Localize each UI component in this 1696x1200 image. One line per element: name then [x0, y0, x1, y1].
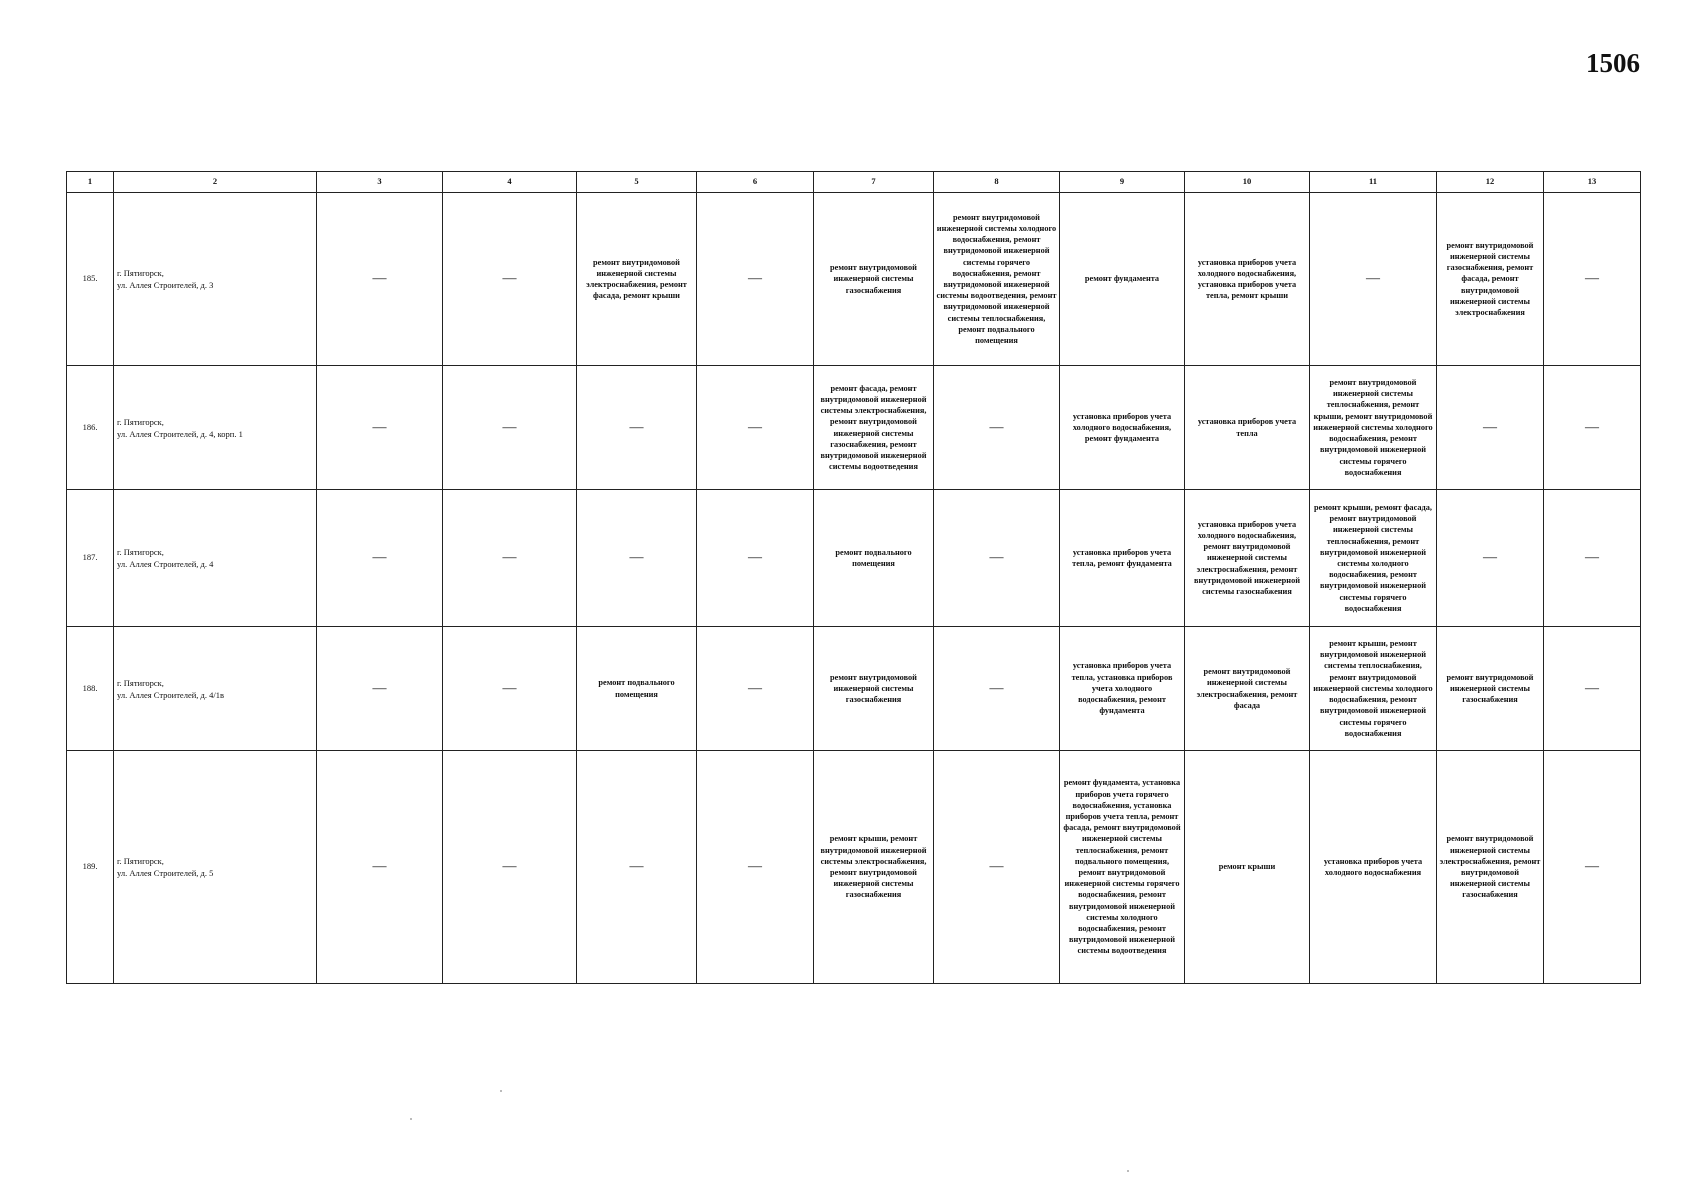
table-cell: —	[443, 193, 577, 366]
table-cell: —	[1544, 366, 1641, 490]
table-cell: —	[577, 490, 697, 627]
table-cell: установка приборов учета холодного водоснабжения	[1310, 751, 1437, 984]
scan-speck	[410, 1118, 412, 1120]
table-cell: установка приборов учета холодного водоснабжения, ремонт внутридомовой инженерной системы электроснабжения, ремонт внутридомовой инженерной системы газоснабжения	[1185, 490, 1310, 627]
table-row	[67, 627, 1641, 751]
row-number: 189.	[67, 751, 114, 984]
column-header: 13	[1544, 172, 1641, 193]
table-cell: —	[934, 366, 1060, 490]
table-cell: установка приборов учета холодного водоснабжения, установка приборов учета тепла, ремонт крыши	[1185, 193, 1310, 366]
table-cell: —	[577, 751, 697, 984]
table-cell: установка приборов учета тепла	[1185, 366, 1310, 490]
header-row	[67, 172, 1641, 193]
table-cell: ремонт крыши, ремонт фасада, ремонт внутридомовой инженерной системы теплоснабжения, ремонт внутридомовой инженерной системы холодного водоснабжения, ремонт внутридомовой инженерной системы горячего водоснабжения	[1310, 490, 1437, 627]
table-cell: —	[697, 627, 814, 751]
table-cell: —	[697, 490, 814, 627]
table-cell: —	[934, 490, 1060, 627]
address-street: ул. Аллея Строителей, д. 4, корп. 1	[117, 428, 243, 439]
table-cell: ремонт внутридомовой инженерной системы газоснабжения	[814, 627, 934, 751]
row-number: 185.	[67, 193, 114, 366]
address-city: г. Пятигорск,	[117, 416, 164, 427]
table-cell: ремонт внутридомовой инженерной системы холодного водоснабжения, ремонт внутридомовой инженерной системы горячего водоснабжения, ремонт внутридомовой инженерной системы водоотведения, ремонт внутридомовой инженерной системы теплоснабжения, ремонт подвального помещения	[934, 193, 1060, 366]
table-cell: —	[1310, 193, 1437, 366]
table-cell: —	[1544, 193, 1641, 366]
table-cell: установка приборов учета холодного водоснабжения, ремонт фундамента	[1060, 366, 1185, 490]
address-city: г. Пятигорск,	[117, 547, 164, 557]
table-cell: ремонт фундамента	[1060, 193, 1185, 366]
address-cell	[114, 193, 317, 366]
table-cell: ремонт внутридомовой инженерной системы газоснабжения	[1437, 627, 1544, 751]
address-cell	[114, 627, 317, 751]
address-city: г. Пятигорск,	[117, 268, 164, 278]
table-cell: ремонт крыши, ремонт внутридомовой инженерной системы теплоснабжения, ремонт внутридомовой инженерной системы холодного водоснабжения, ремонт внутридомовой инженерной системы горячего водоснабжения	[1310, 627, 1437, 751]
table-row	[67, 193, 1641, 366]
table-cell: —	[697, 366, 814, 490]
address-city: г. Пятигорск,	[117, 856, 164, 866]
table-cell: —	[577, 366, 697, 490]
table-cell: —	[443, 627, 577, 751]
table-cell: ремонт фундамента, установка приборов учета горячего водоснабжения, установка приборов учета тепла, ремонт фасада, ремонт внутридомовой инженерной системы теплоснабжения, ремонт подвального помещения, ремонт внутридомовой инженерной системы горячего водоснабжения, ремонт внутридомовой инженерной системы холодного водоснабжения, ремонт внутридомовой инженерной системы водоотведения	[1060, 751, 1185, 984]
table-cell: —	[697, 751, 814, 984]
table-row	[67, 490, 1641, 627]
table-cell: установка приборов учета тепла, ремонт фундамента	[1060, 490, 1185, 627]
address-cell	[114, 366, 317, 490]
table-cell: —	[317, 366, 443, 490]
table-cell: —	[1437, 490, 1544, 627]
row-number: 186.	[67, 366, 114, 490]
table-cell: ремонт крыши	[1185, 751, 1310, 984]
address-cell	[114, 490, 317, 627]
column-header: 4	[443, 172, 577, 193]
table-cell: —	[317, 490, 443, 627]
column-header: 10	[1185, 172, 1310, 193]
column-header: 6	[697, 172, 814, 193]
column-header: 3	[317, 172, 443, 193]
address-street: ул. Аллея Строителей, д. 4/1в	[117, 689, 224, 700]
column-header: 2	[114, 172, 317, 193]
column-header: 1	[67, 172, 114, 193]
row-number: 187.	[67, 490, 114, 627]
table-row	[67, 751, 1641, 984]
table-cell: ремонт подвального помещения	[814, 490, 934, 627]
address-street: ул. Аллея Строителей, д. 5	[117, 868, 214, 878]
column-header: 5	[577, 172, 697, 193]
column-header: 7	[814, 172, 934, 193]
table-row	[67, 366, 1641, 490]
table-cell: ремонт внутридомовой инженерной системы электроснабжения, ремонт фасада, ремонт крыши	[577, 193, 697, 366]
table-cell: —	[443, 366, 577, 490]
column-header: 12	[1437, 172, 1544, 193]
table-cell: ремонт фасада, ремонт внутридомовой инженерной системы электроснабжения, ремонт внутридомовой инженерной системы газоснабжения, ремонт внутридомовой инженерной системы водоотведения	[814, 366, 934, 490]
table-cell: —	[317, 627, 443, 751]
column-header: 9	[1060, 172, 1185, 193]
scan-speck	[500, 1090, 502, 1092]
table-cell: —	[1437, 366, 1544, 490]
table-cell: ремонт крыши, ремонт внутридомовой инженерной системы электроснабжения, ремонт внутридомовой инженерной системы газоснабжения	[814, 751, 934, 984]
table-cell: ремонт внутридомовой инженерной системы электроснабжения, ремонт внутридомовой инженерной системы газоснабжения	[1437, 751, 1544, 984]
table-cell: ремонт внутридомовой инженерной системы электроснабжения, ремонт фасада	[1185, 627, 1310, 751]
column-header: 11	[1310, 172, 1437, 193]
table-cell: ремонт внутридомовой инженерной системы газоснабжения, ремонт фасада, ремонт внутридомовой инженерной системы электроснабжения	[1437, 193, 1544, 366]
address-cell	[114, 751, 317, 984]
table-cell: —	[1544, 490, 1641, 627]
table-cell: —	[1544, 627, 1641, 751]
table-cell: ремонт внутридомовой инженерной системы газоснабжения	[814, 193, 934, 366]
table-cell: —	[934, 627, 1060, 751]
table-cell: установка приборов учета тепла, установка приборов учета холодного водоснабжения, ремонт фундамента	[1060, 627, 1185, 751]
table-cell: ремонт подвального помещения	[577, 627, 697, 751]
table-cell: —	[934, 751, 1060, 984]
scan-speck	[1127, 1170, 1129, 1172]
address-street: ул. Аллея Строителей, д. 4	[117, 559, 214, 569]
table-cell: —	[1544, 751, 1641, 984]
row-number: 188.	[67, 627, 114, 751]
table-cell: ремонт внутридомовой инженерной системы теплоснабжения, ремонт крыши, ремонт внутридомовой инженерной системы холодного водоснабжения, ремонт внутридомовой инженерной системы горячего водоснабжения	[1310, 366, 1437, 490]
column-header: 8	[934, 172, 1060, 193]
table-cell: —	[317, 193, 443, 366]
table-cell: —	[697, 193, 814, 366]
table-cell: —	[443, 490, 577, 627]
repair-schedule-table	[66, 171, 1641, 984]
address-street: ул. Аллея Строителей, д. 3	[117, 280, 214, 290]
page-number: 1506	[1586, 48, 1640, 78]
address-city: г. Пятигорск,	[117, 677, 164, 688]
table-cell: —	[443, 751, 577, 984]
table-cell: —	[317, 751, 443, 984]
